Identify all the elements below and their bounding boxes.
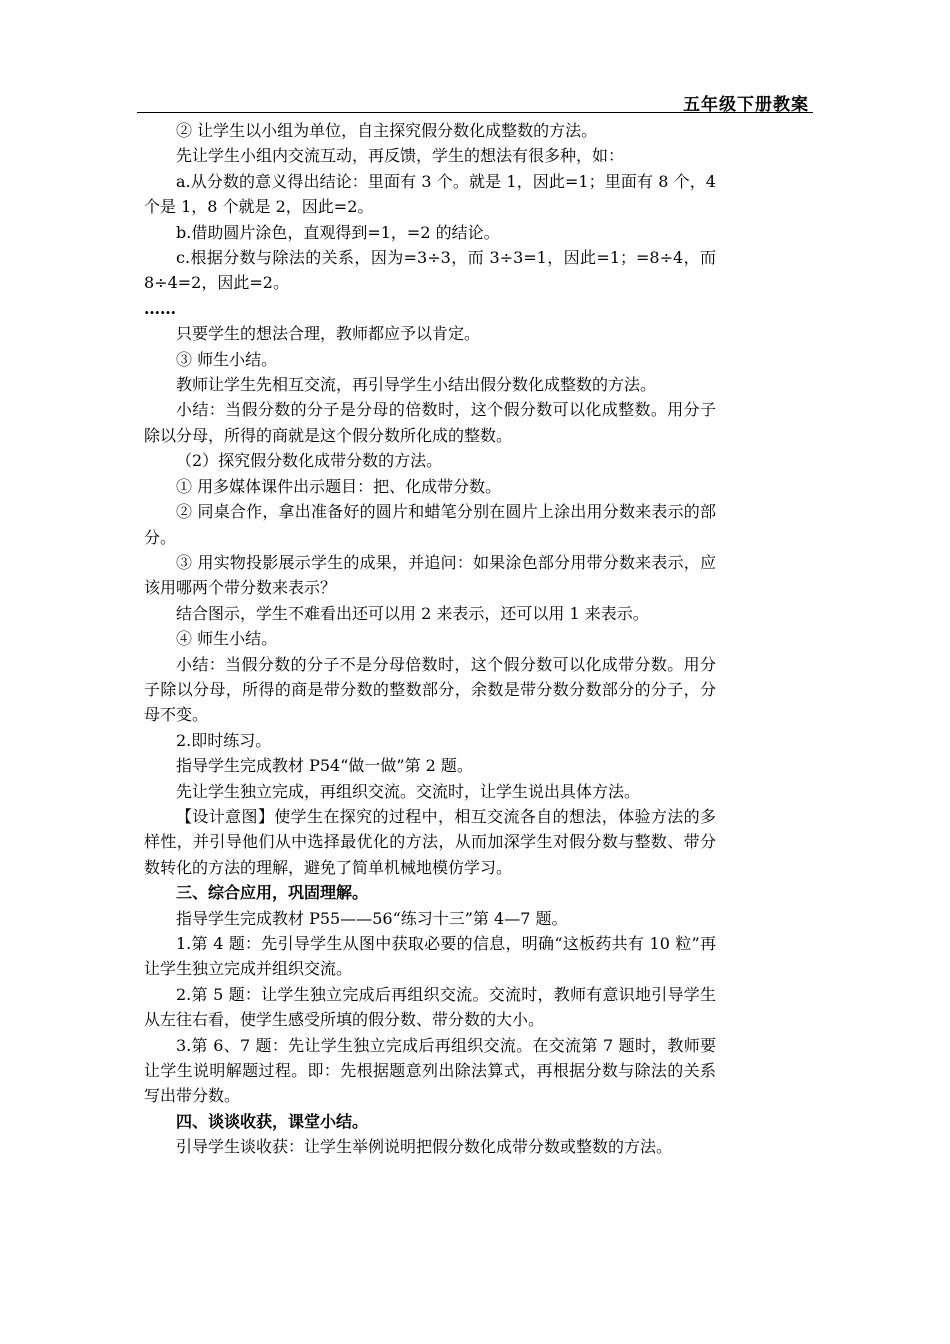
paragraph: 小结：当假分数的分子不是分母倍数时，这个假分数可以化成带分数。用分子除以分母，所得的商是带分数的整数部分，余数是带分数分数部分的分子，分母不变。 [144, 654, 716, 725]
paragraph: ④ 师生小结。 [176, 629, 278, 649]
paragraph: ③ 用实物投影展示学生的成果，并追问：如果涂色部分用带分数来表示，应该用哪两个带分数来表示？ [144, 552, 716, 598]
design-intent-paragraph: 【设计意图】使学生在探究的过程中，相互交流各自的想法，体验方法的多样性，并引导他们从中选择最优化的方法，从而加深学生对假分数与整数、带分数转化的方法的理解，避免了简单机械地模仿学习。 [144, 806, 716, 877]
paragraph: 指导学生完成教材 P54“做一做”第 2 题。 [176, 756, 473, 776]
paragraph: 结合图示，学生不难看出还可以用 2 来表示，还可以用 1 来表示。 [176, 603, 649, 623]
paragraph: 教师让学生先相互交流，再引导学生小结出假分数化成整数的方法。 [176, 375, 657, 395]
paragraph: 只要学生的想法合理，教师都应予以肯定。 [176, 324, 481, 344]
section-heading: 四、谈谈收获，课堂小结。 [176, 1111, 369, 1131]
paragraph: ③ 师生小结。 [176, 349, 278, 369]
paragraph: 2.第 5 题：让学生独立完成后再组织交流。交流时，教师有意识地引导学生从左往右看，使学生感受所填的假分数、带分数的大小。 [144, 984, 716, 1030]
header-title: 五年级下册教案 [683, 95, 809, 115]
paragraph: c.根据分数与除法的关系，因为=3÷3，而 3÷3=1，因此=1；=8÷4，而 8÷4=2，因此=2。 [144, 248, 716, 293]
section-heading: 三、综合应用，巩固理解。 [176, 883, 369, 903]
paragraph: ② 让学生以小组为单位，自主探究假分数化成整数的方法。 [176, 121, 598, 140]
paragraph: 小结：当假分数的分子是分母的倍数时，这个假分数可以化成整数。用分子除以分母，所得的商就是这个假分数所化成的整数。 [144, 400, 716, 445]
document-body [144, 118, 716, 1160]
paragraph: （2）探究假分数化成带分数的方法。 [176, 451, 443, 471]
paragraph: 先让学生小组内交流互动，再反馈，学生的想法有很多种，如： [176, 146, 625, 166]
paragraph: 先让学生独立完成，再组织交流。交流时，让学生说出具体方法。 [176, 781, 641, 801]
page-header [137, 84, 813, 113]
paragraph: 3.第 6、7 题：先让学生独立完成后再组织交流。在交流第 7 题时，教师要让学生说明解题过程。即：先根据题意列出除法算式，再根据分数与除法的关系写出带分数。 [144, 1035, 716, 1106]
paragraph: a.从分数的意义得出结论：里面有 3 个。就是 1，因此=1；里面有 8 个，4 个是 1，8 个就是 2，因此=2。 [144, 171, 716, 217]
paragraph: 引导学生谈收获：让学生举例说明把假分数化成带分数或整数的方法。 [176, 1137, 673, 1157]
paragraph: 指导学生完成教材 P55——56“练习十三”第 4—7 题。 [176, 908, 568, 928]
paragraph: 1.第 4 题：先引导学生从图中获取必要的信息，明确“这板药共有 10 粒”再让学生独立完成并组织交流。 [144, 934, 716, 979]
paragraph: ② 同桌合作，拿出准备好的圆片和蜡笔分别在圆片上涂出用分数来表示的部分。 [144, 502, 716, 547]
paragraph: b.借助圆片涂色，直观得到=1，=2 的结论。 [176, 222, 500, 242]
paragraph: ① 用多媒体课件出示题目：把、化成带分数。 [176, 476, 502, 496]
ellipsis-line: …… [144, 298, 176, 318]
paragraph: 2.即时练习。 [176, 730, 272, 750]
